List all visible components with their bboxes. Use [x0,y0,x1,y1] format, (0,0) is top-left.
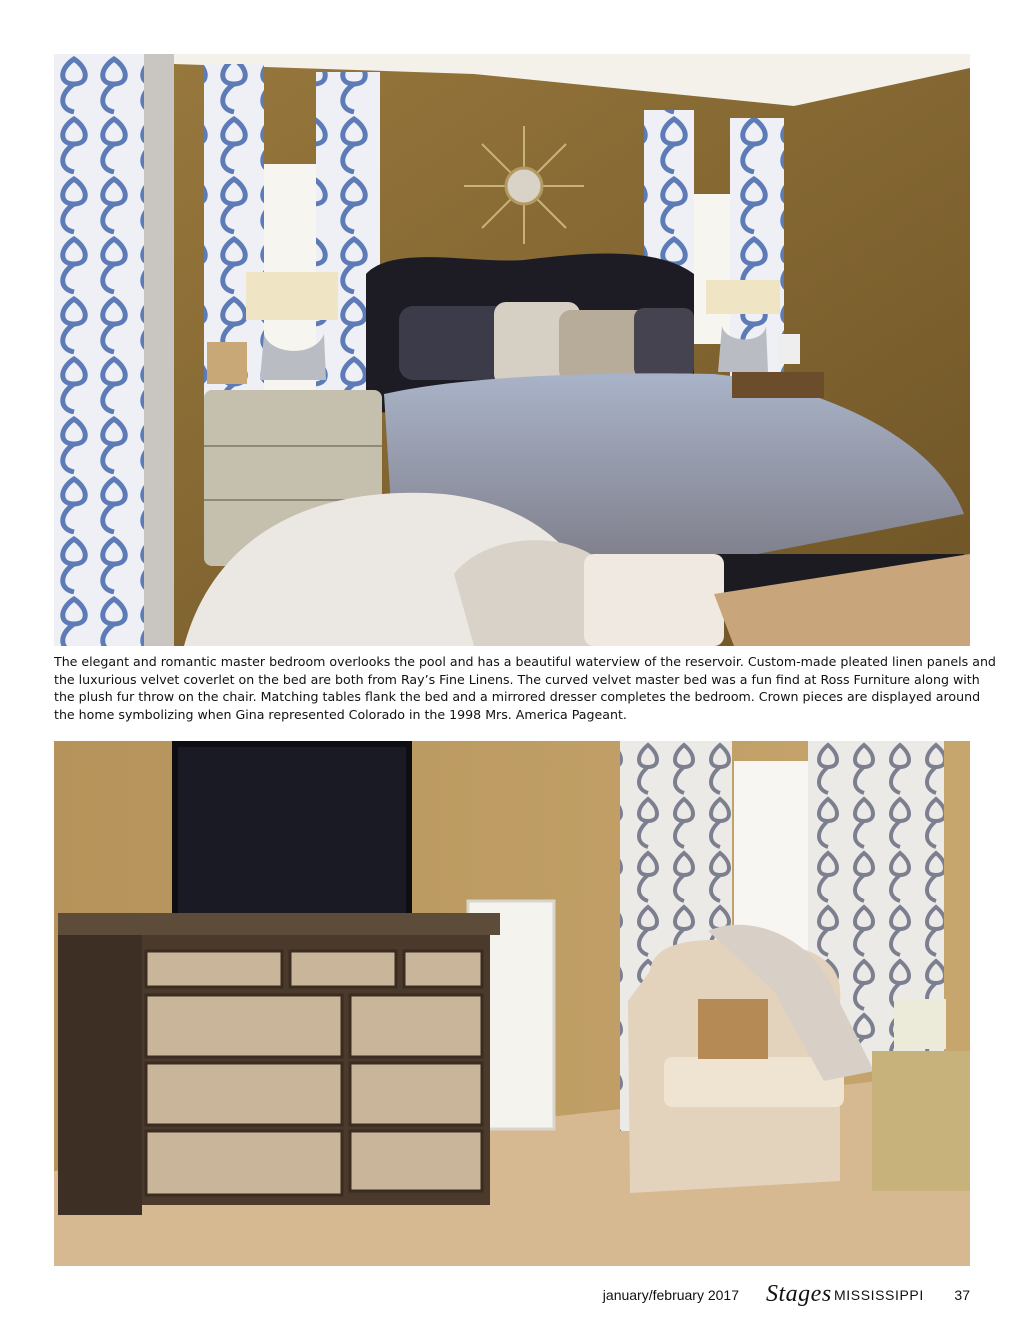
bedroom-photo [54,54,970,646]
caption-line: the plush fur throw on the chair. Matching tables flank the bed and a mirrored dresser completes the bedroom. Crown pieces are displayed around [54,689,981,705]
caption-line: the home symbolizing when Gina represented Colorado in the 1998 Mrs. America Pageant. [54,706,627,722]
dresser-illustration [54,741,970,1266]
brand-logo-script: Stages [766,1281,832,1307]
bedroom-illustration [54,54,970,646]
issue-date: january/february 2017 [602,1287,739,1303]
page-number: 37 [954,1287,970,1303]
caption-line: The elegant and romantic master bedroom overlooks the pool and has a beautiful waterview of the reservoir. Custom-made pleated linen panels and [54,654,996,669]
dresser-photo [54,741,970,1266]
page-footer [0,1283,970,1307]
caption-line: the luxurious velvet coverlet on the bed are both from Ray’s Fine Linens. The curved velvet master bed was a fun find at Ross Furniture along with [54,671,980,687]
brand-name: MISSISSIPPI [834,1287,924,1303]
photo-caption [54,653,996,723]
